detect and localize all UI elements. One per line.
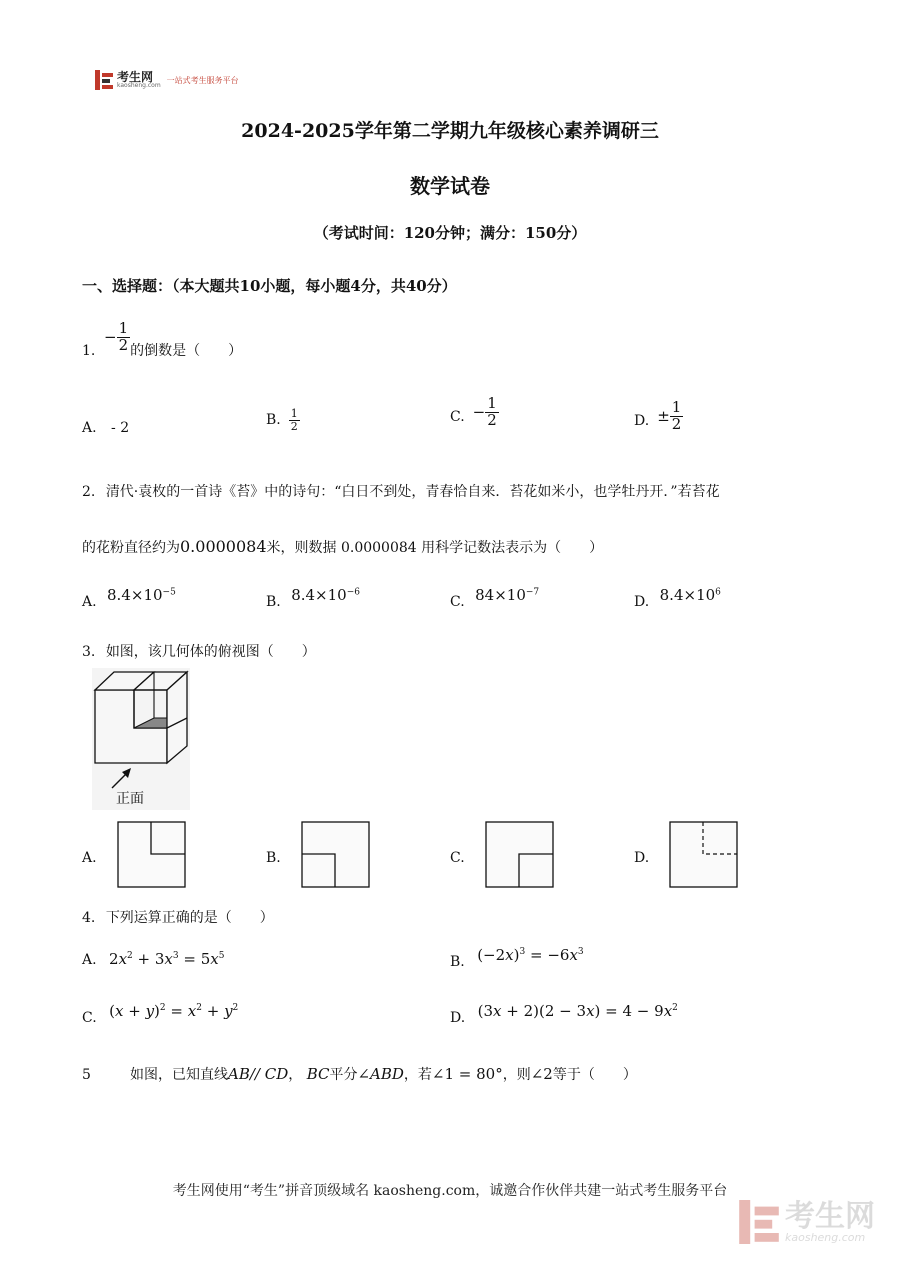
q2-c-base: 84×10 (475, 586, 526, 604)
q3-number: 3. (82, 644, 96, 660)
exam-title: 2024-2025学年第二学期九年级核心素养调研三 (241, 120, 659, 142)
q3-a-label[interactable]: A. (82, 850, 97, 866)
q2-option-c[interactable] (450, 586, 539, 610)
watermark (739, 1200, 875, 1244)
q4-c-label: C. (82, 1010, 97, 1026)
kaosheng-logo-icon (95, 70, 113, 90)
q2-c-exp: −7 (525, 587, 540, 598)
q5-angle: ∠ABD (357, 1065, 404, 1083)
q3-c-label[interactable]: C. (450, 850, 465, 866)
q1-option-d[interactable] (634, 400, 683, 433)
q3-option-b-figure[interactable] (301, 821, 371, 889)
q5-text-d: ，若 (403, 1067, 432, 1083)
q1-c-sign: − (472, 403, 486, 422)
q4-a-label: A. (82, 952, 97, 968)
q5-condition: ∠1 = 80° (431, 1065, 503, 1083)
q1-frac-num: 1 (118, 318, 129, 337)
q5-lines: AB// CD (228, 1065, 289, 1083)
q5-ask: ∠2 (530, 1065, 553, 1083)
q4-d-label: D. (450, 1010, 466, 1026)
q3-b-label[interactable]: B. (266, 850, 281, 866)
q1-number: 1. (82, 343, 96, 359)
page-footer: 考生网使用“考生”拼音顶级域名 kaosheng.com，诚邀合作伙伴共建一站式考生服务平台 (172, 1183, 728, 1199)
q2-a-base: 8.4×10 (107, 586, 163, 604)
q1-c-den: 2 (487, 410, 497, 429)
q5-stem (130, 1064, 637, 1084)
q2-d-label: D. (634, 594, 650, 610)
q1-stem (104, 314, 242, 360)
q2-b-label: B. (266, 594, 281, 610)
q1-option-a[interactable] (82, 420, 129, 436)
q1-neg: − (104, 328, 117, 346)
q5-bc: BC (306, 1065, 330, 1083)
q4-number: 4. (82, 910, 96, 926)
logo-name: 考生网 (117, 70, 154, 84)
q1-b-den: 2 (290, 419, 298, 433)
q4-option-b[interactable]: B. $(-2x)^3 = -6x^3$ (450, 946, 584, 970)
watermark-domain: kaosheng.com (785, 1230, 866, 1244)
q1-fraction (117, 318, 131, 354)
q2-line1 (82, 481, 720, 501)
q1-a-text: - 2 (111, 420, 130, 436)
q2-text-b: 米，则数据 0.0000084 用科学记数法表示为（ ） (266, 540, 604, 556)
q2-a-label: A. (82, 594, 97, 610)
q4-option-c[interactable]: C. $(x + y)^2 = x^2 + y^2$ (82, 1002, 239, 1026)
q1-frac-den: 2 (118, 335, 129, 354)
q1-d-den: 2 (671, 414, 682, 433)
q2-number: 2. (82, 484, 96, 500)
q2-d-base: 8.4×10 (659, 586, 716, 604)
q3-option-a-figure[interactable] (117, 821, 187, 889)
q2-option-b[interactable] (266, 586, 360, 610)
q2-option-d[interactable] (634, 586, 721, 610)
q1-stem-text: 的倒数是（ ） (130, 343, 243, 359)
q4-option-d[interactable]: D. $(3x + 2)(2 - 3x) = 4 - 9x^2$ (450, 1002, 678, 1026)
q5-text-f: 等于（ ） (552, 1067, 637, 1083)
q2-text-line1: 清代·袁枚的一首诗《苔》中的诗句：“白日不到处，青春恰自来．苔花如米小，也学牡丹开．”若苔花 (105, 484, 720, 500)
watermark-name: 考生网 (785, 1198, 875, 1234)
q3-solid-figure (92, 668, 190, 810)
q1-c-label: C. (450, 409, 465, 426)
q3-d-label[interactable]: D. (634, 850, 650, 866)
logo-slogan: 一站式考生服务平台 (166, 75, 239, 85)
q4-b-label: B. (450, 954, 465, 970)
q3-option-c-figure[interactable] (485, 821, 555, 889)
front-label: 正面 (116, 791, 144, 807)
section-heading: 一、选择题：（本大题共10小题，每小题4分，共40分） (82, 277, 457, 295)
q2-a-exp: −5 (162, 587, 176, 598)
q2-b-exp: −6 (346, 587, 360, 598)
q1-c-num: 1 (487, 394, 497, 412)
q4-stem (82, 907, 274, 927)
exam-info: （考试时间：120分钟；满分：150分） (313, 224, 587, 242)
q1-b-label: B. (266, 412, 281, 429)
q2-b-base: 8.4×10 (291, 586, 347, 604)
q3-option-d-figure[interactable] (669, 821, 739, 889)
q5-text-e: ，则 (502, 1067, 531, 1083)
q1-d-sign: ± (657, 407, 670, 426)
watermark-logo-icon (739, 1200, 779, 1244)
q4-stem-text: 下列运算正确的是（ ） (105, 910, 274, 926)
q1-a-label: A. (82, 420, 97, 436)
header-logo (95, 70, 239, 90)
q3-stem (82, 641, 316, 661)
logo-domain: kaosheng.com (117, 82, 161, 89)
q1-d-label: D. (634, 413, 650, 430)
q3-stem-text: 如图，该几何体的俯视图（ ） (105, 644, 316, 660)
q4-option-a[interactable]: A. $2x^2 + 3x^3 = 5x^5$ (82, 950, 225, 968)
q1-b-num: 1 (290, 407, 298, 420)
q1-d-num: 1 (671, 398, 682, 416)
q2-line2 (82, 537, 603, 557)
q2-value: 0.0000084 (180, 537, 267, 556)
q2-d-exp: 6 (715, 587, 721, 598)
q2-option-a[interactable] (82, 586, 176, 610)
exam-subject: 数学试卷 (410, 174, 490, 198)
q1-option-b[interactable] (266, 408, 300, 432)
q5-number: 5 (82, 1067, 91, 1083)
q1-option-c[interactable] (450, 396, 499, 429)
q2-text-a: 的花粉直径约为 (82, 540, 180, 556)
q5-text-c: 平分 (329, 1067, 358, 1083)
q5-text-b: ， (288, 1067, 303, 1083)
q2-c-label: C. (450, 594, 465, 610)
q5-text-a: 如图，已知直线 (130, 1067, 228, 1083)
